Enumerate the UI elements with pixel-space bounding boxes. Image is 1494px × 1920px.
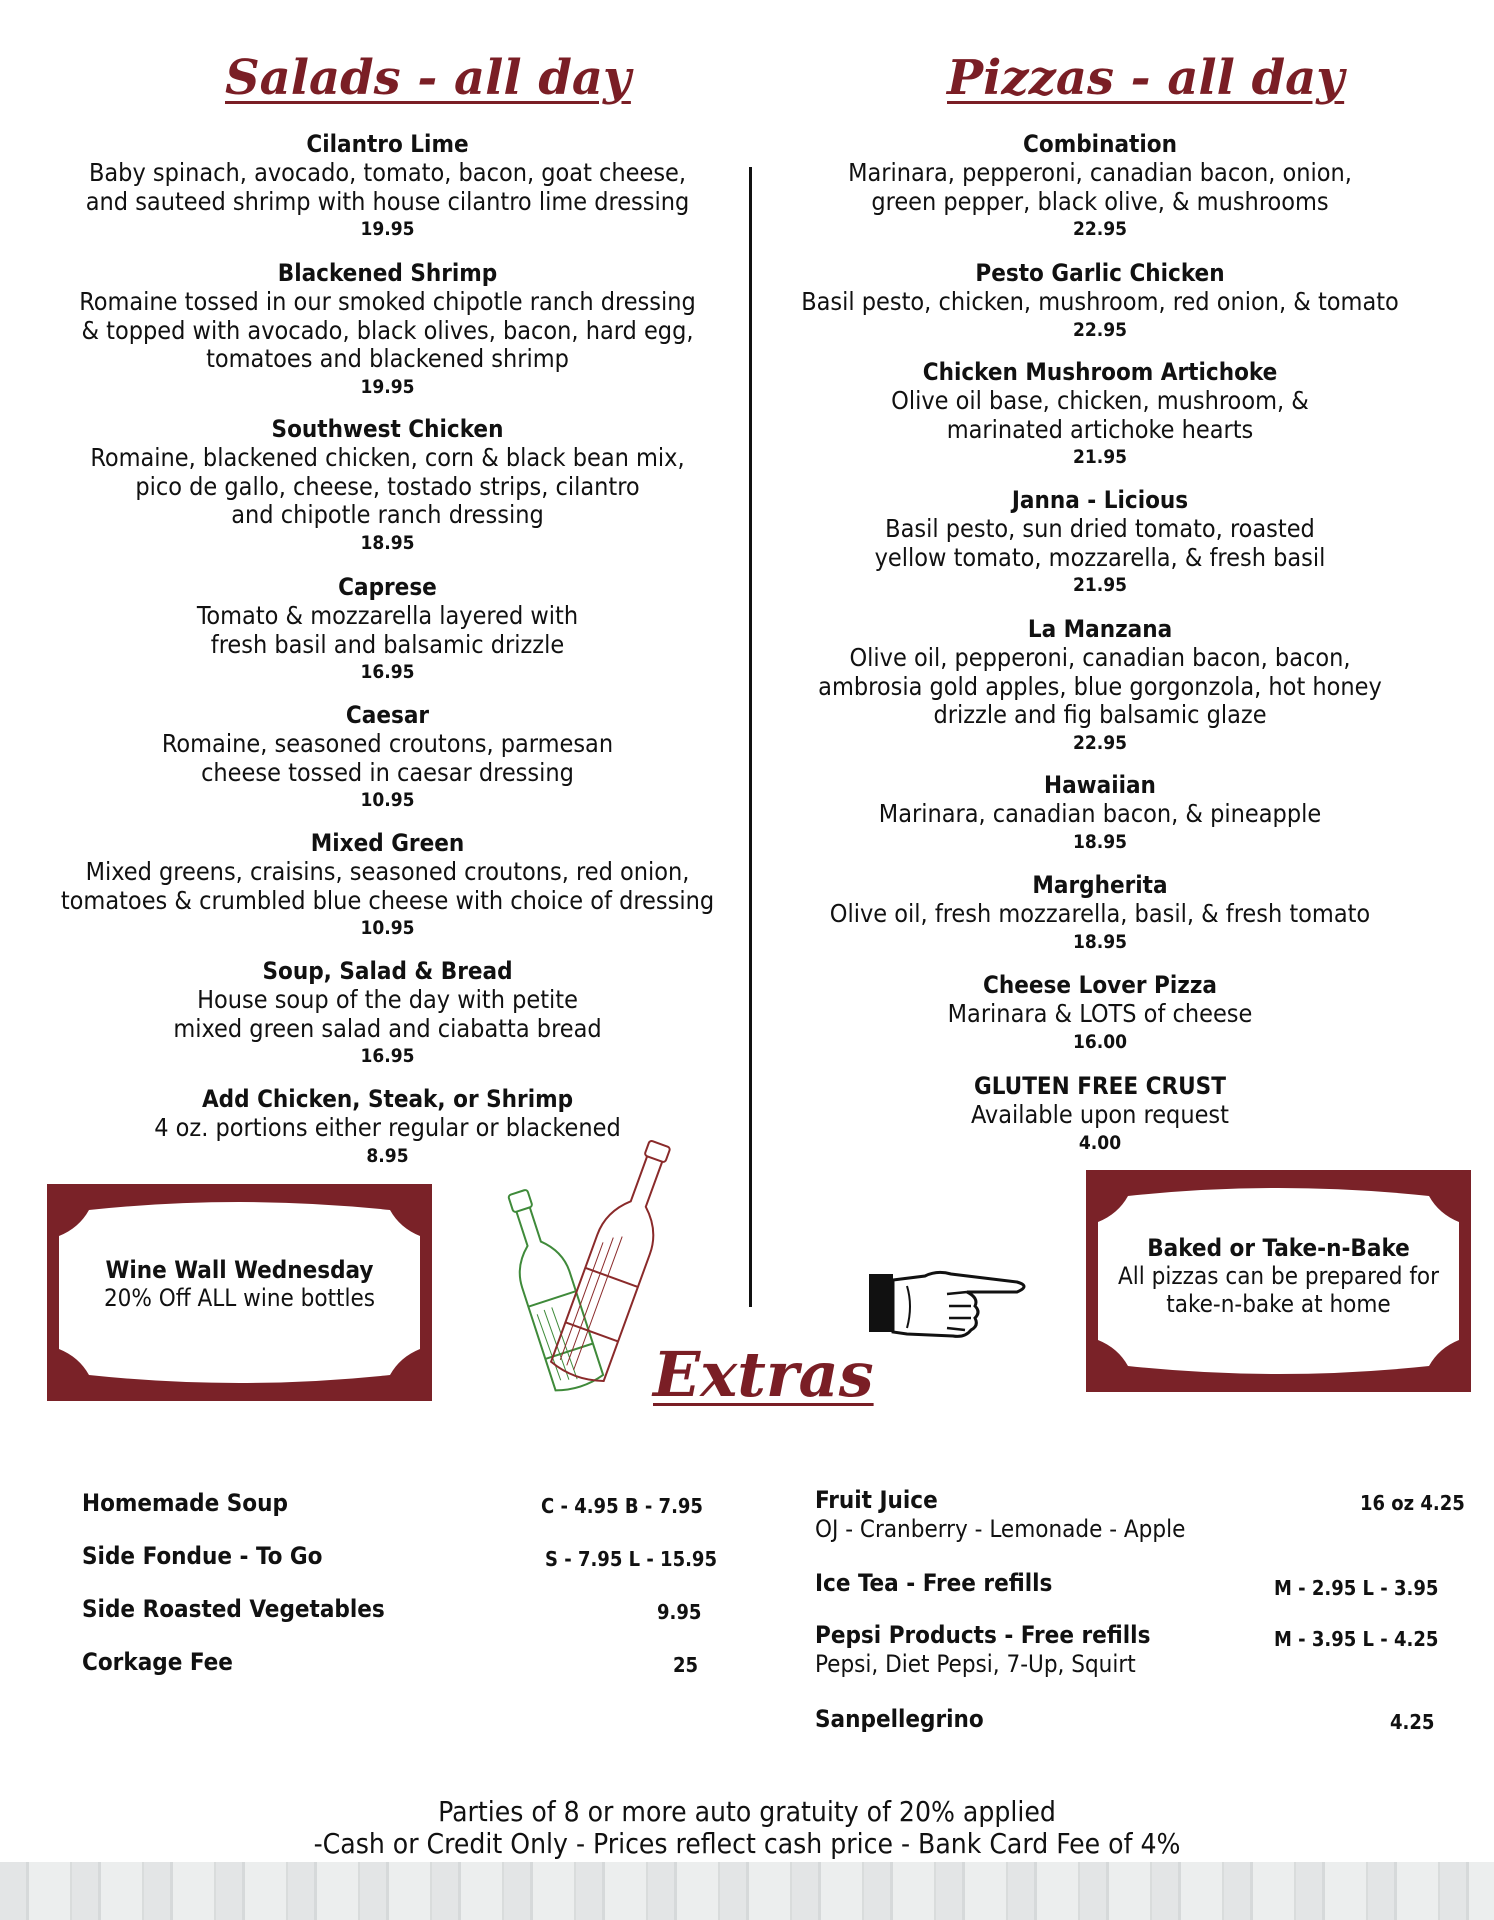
menu-item (50, 957, 725, 1069)
item-price: 22.95 (1072, 318, 1128, 341)
menu-item (50, 701, 725, 813)
item-desc: cheese tossed in caesar dressing (201, 757, 574, 787)
footer-line: -Cash or Credit Only - Prices reflect cash price - Bank Card Fee of 4% (313, 1827, 1181, 1860)
extras-item-price: 25 (673, 1653, 699, 1677)
item-name: Chicken Mushroom Artichoke (922, 358, 1278, 386)
item-price: 16.95 (360, 661, 415, 683)
menu-item (785, 971, 1415, 1055)
bake-promo-line: All pizzas can be prepared for (1118, 1262, 1439, 1290)
menu-item (785, 615, 1415, 756)
item-price: 21.95 (1072, 574, 1128, 596)
item-name: Margherita (1032, 871, 1168, 899)
item-desc: Basil pesto, chicken, mushroom, red onion, & tomato (801, 287, 1399, 316)
bake-promo-title: Baked or Take-n-Bake (1147, 1234, 1410, 1262)
extras-item-price: 9.95 (657, 1600, 702, 1624)
item-desc: fresh basil and balsamic drizzle (210, 629, 565, 659)
item-price: 22.95 (1072, 218, 1128, 240)
extras-item (815, 1705, 984, 1733)
item-name: Mixed Green (310, 829, 465, 857)
extras-item-name: Corkage Fee (82, 1648, 233, 1676)
extras-item-price: C - 4.95 B - 7.95 (541, 1494, 703, 1518)
item-price: 18.95 (1072, 930, 1128, 953)
pizzas-title: Pizzas - all day (947, 50, 1345, 106)
menu-item (785, 771, 1415, 855)
item-name: Caesar (345, 701, 430, 729)
wine-promo-text: 20% Off ALL wine bottles (103, 1284, 376, 1312)
item-desc: Olive oil, pepperoni, canadian bacon, bacon, (849, 643, 1351, 672)
item-price: 18.95 (360, 531, 415, 554)
extras-item-price: M - 3.95 L - 4.25 (1274, 1627, 1439, 1651)
extras-item (82, 1595, 385, 1623)
item-desc: House soup of the day with petite (197, 985, 578, 1014)
menu-item (50, 829, 725, 941)
item-price: 16.95 (360, 1045, 415, 1067)
item-desc: Romaine, blackened chicken, corn & black bean mix, (90, 443, 685, 472)
extras-item-name: Ice Tea - Free refills (815, 1569, 1053, 1597)
item-desc: ambrosia gold apples, blue gorgonzola, hot honey (818, 671, 1382, 701)
menu-item (50, 415, 725, 556)
item-desc: Available upon request (971, 1100, 1229, 1129)
item-desc: tomatoes and blackened shrimp (206, 344, 569, 373)
menu-item (785, 358, 1415, 470)
menu-item (785, 130, 1415, 242)
extras-item-sub: Pepsi, Diet Pepsi, 7-Up, Squirt (815, 1650, 1136, 1678)
item-name: Combination (1023, 130, 1177, 158)
item-price: 19.95 (360, 218, 415, 240)
wood-texture-strip (0, 1862, 1494, 1920)
item-price: 10.95 (360, 917, 415, 939)
footer-line: Parties of 8 or more auto gratuity of 20% applied (438, 1795, 1056, 1828)
item-name: Caprese (338, 573, 437, 601)
extras-item (82, 1542, 322, 1570)
item-price: 16.00 (1072, 1030, 1128, 1053)
item-desc: & topped with avocado, black olives, bacon, hard egg, (81, 315, 694, 345)
item-price: 4.00 (1078, 1131, 1122, 1154)
extras-item-name: Sanpellegrino (815, 1705, 984, 1733)
item-name: Add Chicken, Steak, or Shrimp (201, 1085, 574, 1113)
item-desc: tomatoes & crumbled blue cheese with choice of dressing (60, 885, 715, 915)
item-name: Blackened Shrimp (277, 259, 498, 287)
menu-item (785, 486, 1415, 598)
salads-title: Salads - all day (225, 50, 631, 106)
item-desc: Tomato & mozzarella layered with (196, 601, 579, 630)
item-desc: Romaine, seasoned croutons, parmesan (161, 729, 614, 758)
item-desc: Marinara, pepperoni, canadian bacon, onion, (848, 158, 1352, 187)
extras-item-price: S - 7.95 L - 15.95 (545, 1547, 717, 1571)
column-divider (749, 167, 752, 1307)
extras-item-sub: OJ - Cranberry - Lemonade - Apple (815, 1515, 1186, 1543)
menu-item (785, 871, 1415, 955)
extras-item (82, 1648, 233, 1676)
wine-promo-title: Wine Wall Wednesday (105, 1256, 374, 1284)
item-name: La Manzana (1027, 615, 1173, 643)
item-name: Soup, Salad & Bread (262, 957, 513, 985)
bake-promo-box (1086, 1170, 1471, 1392)
footer-note (0, 1796, 1494, 1860)
item-desc: and sauteed shrimp with house cilantro lime dressing (85, 186, 690, 216)
extras-item-price: 4.25 (1390, 1710, 1435, 1734)
item-price: 22.95 (1072, 731, 1128, 754)
item-desc: pico de gallo, cheese, tostado strips, cilantro (135, 471, 640, 501)
item-desc: 4 oz. portions either regular or blackened (154, 1113, 621, 1142)
item-name: Janna - Licious (1011, 486, 1189, 514)
menu-item (785, 259, 1415, 343)
item-name: GLUTEN FREE CRUST (974, 1072, 1226, 1100)
item-desc: Marinara, canadian bacon, & pineapple (878, 799, 1322, 828)
item-price: 10.95 (360, 789, 415, 811)
pointing-hand-icon (867, 1266, 1035, 1342)
extras-item-name: Side Roasted Vegetables (82, 1595, 385, 1623)
item-desc: Baby spinach, avocado, tomato, bacon, goat cheese, (88, 158, 687, 187)
item-desc: Olive oil, fresh mozzarella, basil, & fresh tomato (829, 899, 1371, 928)
item-desc: green pepper, black olive, & mushrooms (871, 186, 1329, 216)
item-desc: mixed green salad and ciabatta bread (173, 1013, 602, 1043)
item-desc: yellow tomato, mozzarella, & fresh basil (874, 542, 1326, 572)
menu-item (50, 259, 725, 400)
extras-item (815, 1486, 1185, 1544)
item-desc: drizzle and fig balsamic glaze (933, 700, 1267, 729)
item-name: Southwest Chicken (271, 415, 504, 443)
item-name: Hawaiian (1044, 771, 1156, 799)
menu-item (50, 130, 725, 242)
extras-item-price: M - 2.95 L - 3.95 (1274, 1576, 1439, 1600)
extras-item (815, 1621, 1150, 1679)
menu-item (785, 1072, 1415, 1156)
item-desc: marinated artichoke hearts (946, 414, 1254, 444)
extras-item-price: 16 oz 4.25 (1360, 1491, 1465, 1515)
extras-item (82, 1489, 288, 1517)
extras-item-name: Side Fondue - To Go (82, 1542, 323, 1570)
extras-item-name: Fruit Juice (815, 1486, 938, 1514)
menu-item (50, 573, 725, 685)
item-name: Cheese Lover Pizza (983, 971, 1217, 999)
item-desc: Mixed greens, craisins, seasoned croutons, red onion, (85, 857, 690, 886)
item-price: 21.95 (1072, 446, 1128, 468)
item-name: Pesto Garlic Chicken (975, 259, 1225, 287)
bake-promo-line: take-n-bake at home (1166, 1290, 1391, 1318)
item-desc: Romaine tossed in our smoked chipotle ranch dressing (79, 287, 696, 316)
item-desc: and chipotle ranch dressing (231, 500, 544, 529)
item-desc: Marinara & LOTS of cheese (947, 999, 1253, 1028)
extras-item (815, 1569, 1052, 1597)
item-name: Cilantro Lime (306, 130, 469, 158)
wine-promo-box (47, 1184, 432, 1401)
extras-item-name: Pepsi Products - Free refills (815, 1621, 1151, 1649)
item-price: 8.95 (366, 1144, 409, 1167)
item-desc: Olive oil base, chicken, mushroom, & (891, 386, 1309, 415)
item-desc: Basil pesto, sun dried tomato, roasted (885, 514, 1315, 543)
item-price: 18.95 (1072, 830, 1128, 853)
extras-item-name: Homemade Soup (82, 1489, 288, 1517)
extras-title: Extras (653, 1338, 874, 1411)
item-price: 19.95 (360, 375, 415, 398)
